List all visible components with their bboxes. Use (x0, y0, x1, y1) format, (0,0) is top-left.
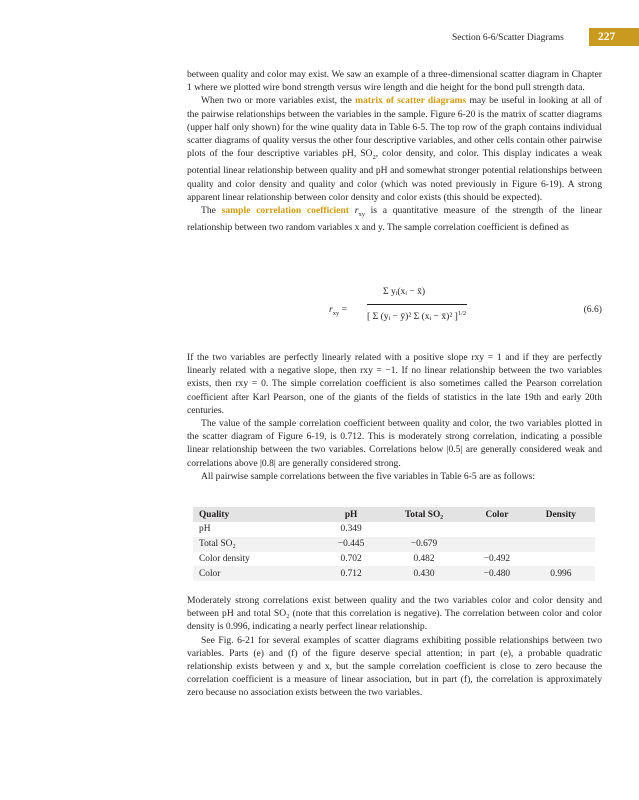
correlation-table (193, 507, 595, 581)
table-cell: −0.679 (381, 537, 467, 552)
paragraph-5: The value of the sample correlation coefficient between quality and color, the two variables plotted in the scatter diagram of Figure 6-19, is 0.712. This is moderately strong correlation, indicating a possible linear relationship between the two variables. Correlations below |0.5| are generally considered weak and correlations above |0.8| are generally considered strong. (187, 418, 602, 469)
table-cell (467, 537, 527, 552)
table-row (193, 537, 595, 552)
table-cell: 0.996 (527, 566, 595, 581)
table-cell (527, 552, 595, 567)
col-density: Density (527, 507, 595, 522)
fraction-bar (367, 304, 467, 305)
paragraph-1: between quality and color may exist. We saw an example of a three-dimensional scatter diagram in Chapter 1 where we plotted wire bond strength versus wire length and die height for the bond pull strength data. (187, 69, 602, 94)
equation-numerator: Σ yᵢ(xᵢ − x̄) (383, 286, 426, 297)
col-quality: Quality (193, 507, 321, 522)
row-label: Color (193, 566, 321, 581)
table-cell: 0.430 (381, 566, 467, 581)
equation-lhs: $r_{xy}$ = (329, 304, 348, 317)
body-top (187, 68, 602, 234)
paragraph-8: See Fig. 6-21 for several examples of scatter diagrams exhibiting possible relationships between two variables. Parts (e) and (f) of the figure deserve special attention; in part (e), a probable quadratic relationship exists between y and x, but the sample correlation coefficient is close to zero because the correlation coefficient is a measure of linear association, but in part (f), the correlation is approximately zero because no association exists between the two variables. (187, 634, 602, 699)
running-header: Section 6-6/Scatter Diagrams (452, 33, 564, 43)
paragraph-2: When two or more variables exist, the matrix of scatter diagrams may be useful in looking at all of the pairwise relationships between the variables in the sample. Figure 6-20 is the matrix of scatter diagrams (upper half only shown) for the wine quality data in Table 6-5. The top row of the graph contains individual scatter diagrams of quality versus the other four descriptive variables, and other cells contain other pairwise plots of the four descriptive variables pH, $SO_2$, color density, and color. This display indicates a weak potential linear relationship between quality and pH and somewhat stronger potential relationships between quality and color density and quality and color (which was noted previously in Figure 6-19). A strong apparent linear relationship between color density and color exists (this should be expected). (187, 95, 603, 203)
table-cell (527, 522, 595, 537)
paragraph-7: Moderately strong correlations exist between quality and the two variables color and color density and between pH and total SO₂ (note that this correlation is negative). The correlation between color and color density is 0.996, indicating a nearly perfect linear relationship. (187, 595, 602, 633)
row-label: Total SO₂ (193, 537, 321, 552)
table-cell: 0.349 (340, 524, 362, 535)
table-cell (527, 537, 595, 552)
table-row (193, 566, 595, 581)
table-cell: 0.482 (413, 553, 435, 564)
table-cell: −0.492 (483, 553, 511, 564)
table-cell: 0.712 (321, 566, 381, 581)
body-bottom (187, 594, 602, 700)
table-row (193, 552, 595, 567)
table-row (193, 522, 595, 537)
row-label: Color density (199, 553, 250, 564)
equation-denominator: [ Σ (yᵢ − ȳ)² Σ (xᵢ − x̄)² ]$^{1/2}$ (367, 310, 467, 323)
col-color: Color (467, 507, 527, 522)
equation-number: (6.6) (583, 304, 602, 315)
term-sample-correlation-coefficient: sample correlation coefficient (221, 204, 349, 216)
paragraph-6: All pairwise sample correlations between the five variables in Table 6-5 are as follows: (201, 470, 536, 482)
table-header-row (193, 507, 595, 522)
body-middle (187, 351, 602, 483)
paragraph-3: The sample correlation coefficient $r_{xy}$ is a quantitative measure of the strength of the linear relationship between two random variables x and y. The sample correlation coefficient is defined as (187, 204, 602, 234)
equation-6-6 (187, 282, 602, 348)
term-matrix-of-scatter-diagrams: matrix of scatter diagrams (355, 95, 467, 107)
table-cell (467, 522, 527, 537)
table-cell: 0.702 (340, 553, 362, 564)
col-total-so2: Total SO₂ (381, 507, 467, 522)
row-label: pH (199, 524, 211, 535)
col-ph: pH (321, 507, 381, 522)
table-cell: −0.445 (321, 537, 381, 552)
table-cell (381, 522, 467, 537)
paragraph-4: If the two variables are perfectly linearly related with a positive slope rxy = 1 and if they are perfectly linearly related with a negative slope, then rxy = −1. If no linear relationship between the two variables exists, then rxy = 0. The simple correlation coefficient is also sometimes called the Pearson correlation coefficient after Karl Pearson, one of the giants of the fields of statistics in the late 19th and early 20th centuries. (187, 352, 602, 416)
page-number: 227 (589, 28, 639, 46)
table-cell: −0.480 (467, 566, 527, 581)
